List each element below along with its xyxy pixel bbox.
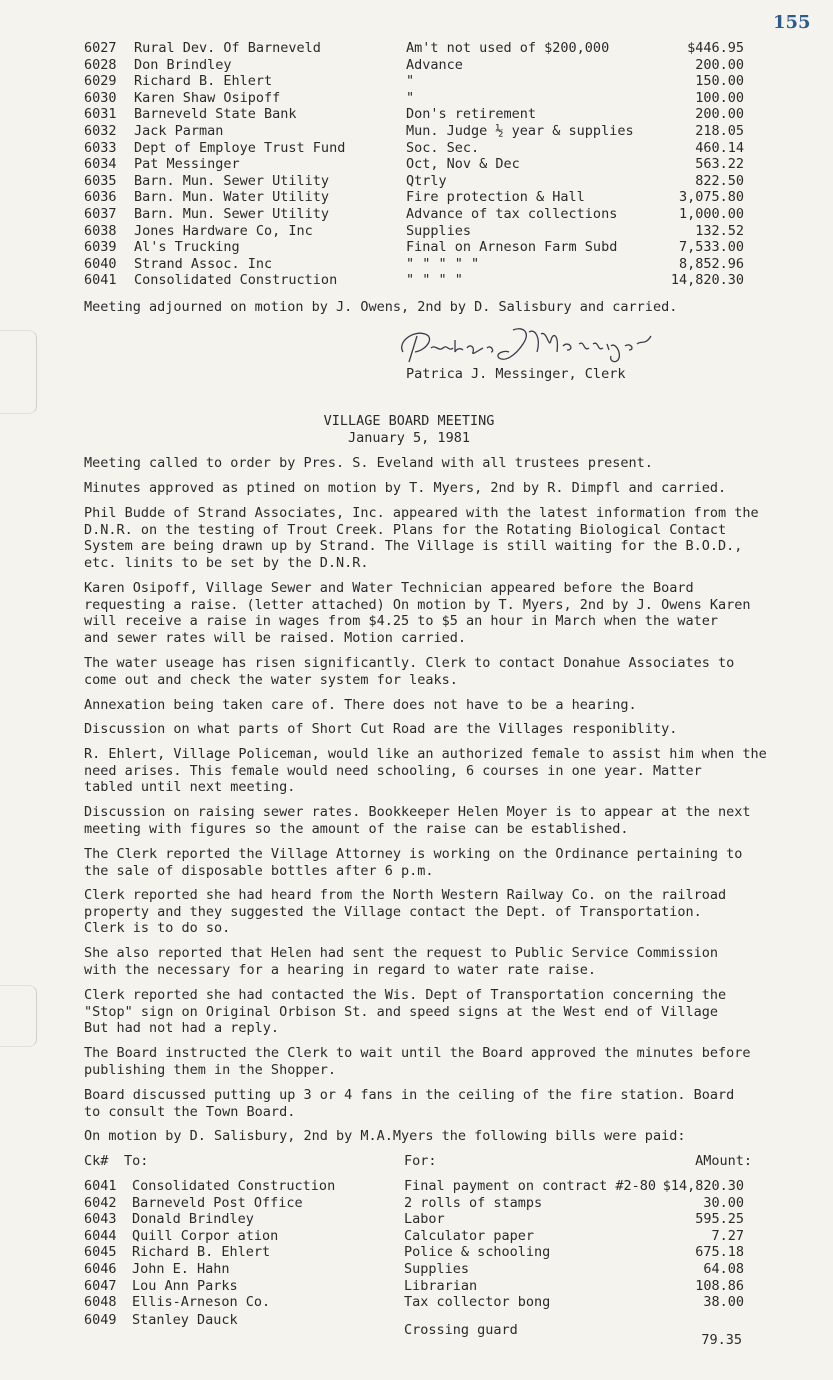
purpose: Supplies bbox=[406, 222, 472, 239]
check-number: 6035 bbox=[84, 172, 117, 189]
purpose: Qtrly bbox=[406, 172, 447, 189]
payee: Don Brindley bbox=[134, 56, 232, 73]
purpose: Final on Arneson Farm Subd bbox=[406, 239, 618, 256]
amount: 64.08 bbox=[703, 1260, 744, 1277]
paragraph: The water useage has risen significantly. Clerk to contact Donahue Associates to come out and check the water system for leaks. bbox=[84, 655, 735, 688]
purpose: Don's retirement bbox=[406, 106, 537, 123]
purpose: Final payment on contract #2-80 bbox=[404, 1178, 656, 1194]
check-number: 6045 bbox=[84, 1244, 117, 1261]
payee: Strand Assoc. Inc bbox=[134, 255, 273, 272]
purpose: Librarian bbox=[404, 1277, 478, 1294]
check-number: 6042 bbox=[84, 1194, 117, 1211]
ledger-row bbox=[84, 1178, 752, 1195]
purpose: Supplies bbox=[404, 1260, 470, 1277]
payee: Jones Hardware Co, Inc bbox=[134, 222, 313, 239]
ledger-row bbox=[84, 1261, 752, 1278]
paragraph: The Clerk reported the Village Attorney is working on the Ordinance pertaining to the sale of disposable bottles after 6 p.m. bbox=[84, 846, 743, 879]
header-to: To: bbox=[124, 1153, 149, 1169]
ledger-row bbox=[84, 106, 752, 123]
amount: 1,000.00 bbox=[678, 205, 744, 222]
ledger-row bbox=[84, 173, 752, 190]
amount: 14,820.30 bbox=[670, 272, 744, 289]
check-number: 6041 bbox=[84, 272, 117, 289]
check-number: 6038 bbox=[84, 222, 117, 239]
paragraph: Meeting called to order by Pres. S. Eveland with all trustees present. bbox=[84, 455, 653, 471]
header-for: For: bbox=[404, 1153, 437, 1169]
punch-hole-mark bbox=[0, 330, 37, 414]
amount: $446.95 bbox=[687, 40, 744, 56]
ledger-row bbox=[84, 206, 752, 223]
ledger-row bbox=[84, 1278, 752, 1295]
payee: Quill Corpor ation bbox=[132, 1227, 279, 1244]
check-number: 6030 bbox=[84, 89, 117, 106]
amount: 595.25 bbox=[695, 1211, 744, 1228]
check-number: 6033 bbox=[84, 139, 117, 156]
purpose: Tax collector bong bbox=[404, 1294, 551, 1311]
payee: Lou Ann Parks bbox=[132, 1277, 238, 1294]
amount: 218.05 bbox=[695, 122, 744, 139]
ledger-row bbox=[84, 57, 752, 74]
check-number: 6040 bbox=[84, 255, 117, 272]
payee: Richard B. Ehlert bbox=[132, 1244, 271, 1261]
purpose: Crossing guard bbox=[404, 1322, 518, 1338]
ledger-row bbox=[84, 123, 752, 140]
check-number: 6043 bbox=[84, 1211, 117, 1228]
ledger-row bbox=[84, 1244, 752, 1261]
amount: 563.22 bbox=[695, 156, 744, 173]
payee: Barneveld Post Office bbox=[132, 1194, 303, 1211]
paragraph: R. Ehlert, Village Policeman, would like an authorized female to assist him when the need arises. This female would need schooling, 6 courses in one year. Matter tabled until next meeting. bbox=[84, 746, 767, 796]
check-number: 6039 bbox=[84, 239, 117, 256]
payee: Barn. Mun. Water Utility bbox=[134, 189, 330, 206]
header-ck: Ck# bbox=[84, 1153, 109, 1169]
check-number: 6044 bbox=[84, 1227, 117, 1244]
paragraph: Clerk reported she had contacted the Wis. Dept of Transportation concerning the "Stop" sign on Original Orbison St. and speed signs at the West end of Village But had not had a reply. bbox=[84, 987, 727, 1037]
meeting-title: VILLAGE BOARD MEETING bbox=[323, 413, 495, 429]
amount: 7,533.00 bbox=[678, 239, 744, 256]
amount: 150.00 bbox=[695, 73, 744, 90]
ledger-row bbox=[84, 1294, 752, 1311]
amount: 100.00 bbox=[695, 89, 744, 106]
ledger-row bbox=[84, 140, 752, 157]
purpose: Oct, Nov & Dec bbox=[406, 156, 520, 173]
amount: 132.52 bbox=[695, 222, 744, 239]
check-number: 6031 bbox=[84, 106, 117, 123]
check-number: 6037 bbox=[84, 205, 117, 222]
adjourn-text: Meeting adjourned on motion by J. Owens, 2nd by D. Salisbury and carried. bbox=[84, 299, 678, 315]
amount: $14,820.30 bbox=[662, 1178, 744, 1194]
amount: 8,852.96 bbox=[678, 255, 744, 272]
paragraph: Phil Budde of Strand Associates, Inc. appeared with the latest information from the D.N.R. on the testing of Trout Creek. Plans for the Rotating Biological Contact System are being drawn up by Strand. The Village is still waiting for the B.O.D., etc. linits to be set by the D.N.R. bbox=[84, 505, 759, 571]
ledger-row bbox=[84, 189, 752, 206]
header-amount: AMount: bbox=[695, 1153, 752, 1169]
paragraph: Clerk reported she had heard from the North Western Railway Co. on the railroad property and they suggested the Village contact the Dept. of Transportation. Clerk is to do so. bbox=[84, 887, 727, 937]
purpose: Labor bbox=[404, 1211, 445, 1228]
payee: Consolidated Construction bbox=[132, 1178, 336, 1194]
ledger-row bbox=[84, 239, 752, 256]
check-number: 6028 bbox=[84, 56, 117, 73]
amount: 3,075.80 bbox=[678, 189, 744, 206]
purpose: " bbox=[406, 73, 415, 90]
payee: Donald Brindley bbox=[132, 1211, 254, 1228]
amount: 108.86 bbox=[695, 1277, 744, 1294]
paragraph: Annexation being taken care of. There does not have to be a hearing. bbox=[84, 697, 637, 713]
payee: Al's Trucking bbox=[134, 239, 240, 256]
payee: Ellis-Arneson Co. bbox=[132, 1294, 271, 1311]
purpose: " " " " bbox=[406, 272, 463, 289]
paragraph: Karen Osipoff, Village Sewer and Water Technician appeared before the Board requesting a raise. (letter attached) On motion by T. Myers, 2nd by J. Owens Karen will receive a raise in wages from $4.25 to $5 an hour in March when the water and sewer rates will be raised. Motion carried. bbox=[84, 580, 751, 646]
paragraph: Discussion on raising sewer rates. Bookkeeper Helen Moyer is to appear at the next meeting with figures so the amount of the raise can be established. bbox=[84, 804, 751, 837]
purpose: 2 rolls of stamps bbox=[404, 1194, 543, 1211]
signature-image bbox=[395, 322, 655, 370]
ledger-top bbox=[84, 40, 752, 289]
page-number: 155 bbox=[773, 12, 811, 33]
amount: 200.00 bbox=[695, 106, 744, 123]
ledger-row bbox=[84, 272, 752, 289]
payee: Rural Dev. Of Barneveld bbox=[134, 40, 321, 56]
purpose: Fire protection & Hall bbox=[406, 189, 585, 206]
ledger-row bbox=[84, 73, 752, 90]
check-number: 6027 bbox=[84, 40, 117, 56]
payee: Pat Messinger bbox=[134, 156, 240, 173]
payee: Barn. Mun. Sewer Utility bbox=[134, 205, 330, 222]
bills-header bbox=[84, 1153, 752, 1170]
purpose: " bbox=[406, 89, 415, 106]
check-number: 6029 bbox=[84, 73, 117, 90]
amount: 675.18 bbox=[695, 1244, 744, 1261]
ledger-row bbox=[84, 90, 752, 107]
ledger-row bbox=[84, 1211, 752, 1228]
payee: John E. Hahn bbox=[132, 1260, 230, 1277]
ledger-bottom bbox=[84, 1178, 752, 1311]
amount: 200.00 bbox=[695, 56, 744, 73]
payee: Barneveld State Bank bbox=[134, 106, 297, 123]
check-number: 6034 bbox=[84, 156, 117, 173]
check-number: 6047 bbox=[84, 1277, 117, 1294]
ledger-row bbox=[84, 40, 752, 57]
amount: 822.50 bbox=[695, 172, 744, 189]
payee: Karen Shaw Osipoff bbox=[134, 89, 281, 106]
paragraph: Discussion on what parts of Short Cut Road are the Villages responiblity. bbox=[84, 721, 678, 737]
purpose: Advance of tax collections bbox=[406, 205, 618, 222]
amount: 460.14 bbox=[695, 139, 744, 156]
paragraph: She also reported that Helen had sent the request to Public Service Commission with the necessary for a hearing in regard to water rate raise. bbox=[84, 945, 718, 978]
punch-hole-mark bbox=[0, 985, 37, 1047]
payee: Barn. Mun. Sewer Utility bbox=[134, 172, 330, 189]
amount: 38.00 bbox=[703, 1294, 744, 1311]
check-number: 6049 bbox=[84, 1312, 117, 1328]
paragraph: Minutes approved as ptined on motion by T. Myers, 2nd by R. Dimpfl and carried. bbox=[84, 480, 727, 496]
payee: Consolidated Construction bbox=[134, 272, 338, 289]
purpose: Advance bbox=[406, 56, 463, 73]
purpose: Calculator paper bbox=[404, 1227, 535, 1244]
ledger-row bbox=[84, 1228, 752, 1245]
ledger-row bbox=[84, 223, 752, 240]
purpose: Police & schooling bbox=[404, 1244, 551, 1261]
check-number: 6048 bbox=[84, 1294, 117, 1311]
paragraph: Board discussed putting up 3 or 4 fans in the ceiling of the fire station. Board to consult the Town Board. bbox=[84, 1087, 735, 1120]
check-number: 6046 bbox=[84, 1260, 117, 1277]
ledger-row bbox=[84, 256, 752, 273]
payee: Dept of Employe Trust Fund bbox=[134, 139, 346, 156]
amount: 30.00 bbox=[703, 1194, 744, 1211]
check-number: 6032 bbox=[84, 122, 117, 139]
meeting-date: January 5, 1981 bbox=[348, 430, 470, 446]
amount: 7.27 bbox=[711, 1227, 744, 1244]
check-number: 6036 bbox=[84, 189, 117, 206]
paragraph: The Board instructed the Clerk to wait until the Board approved the minutes before publishing them in the Shopper. bbox=[84, 1045, 751, 1078]
payee: Richard B. Ehlert bbox=[134, 73, 273, 90]
ledger-row bbox=[84, 1195, 752, 1212]
payee: Jack Parman bbox=[134, 122, 224, 139]
ledger-row bbox=[84, 156, 752, 173]
payee: Stanley Dauck bbox=[132, 1312, 238, 1328]
check-number: 6041 bbox=[84, 1178, 117, 1194]
amount: 79.35 bbox=[701, 1332, 742, 1348]
purpose: " " " " " bbox=[406, 255, 480, 272]
purpose: Soc. Sec. bbox=[406, 139, 480, 156]
purpose: Mun. Judge ½ year & supplies bbox=[406, 122, 634, 139]
paragraph: On motion by D. Salisbury, 2nd by M.A.Myers the following bills were paid: bbox=[84, 1128, 686, 1144]
signature-name: Patrica J. Messinger, Clerk bbox=[406, 366, 626, 382]
purpose: Am't not used of $200,000 bbox=[406, 40, 610, 56]
